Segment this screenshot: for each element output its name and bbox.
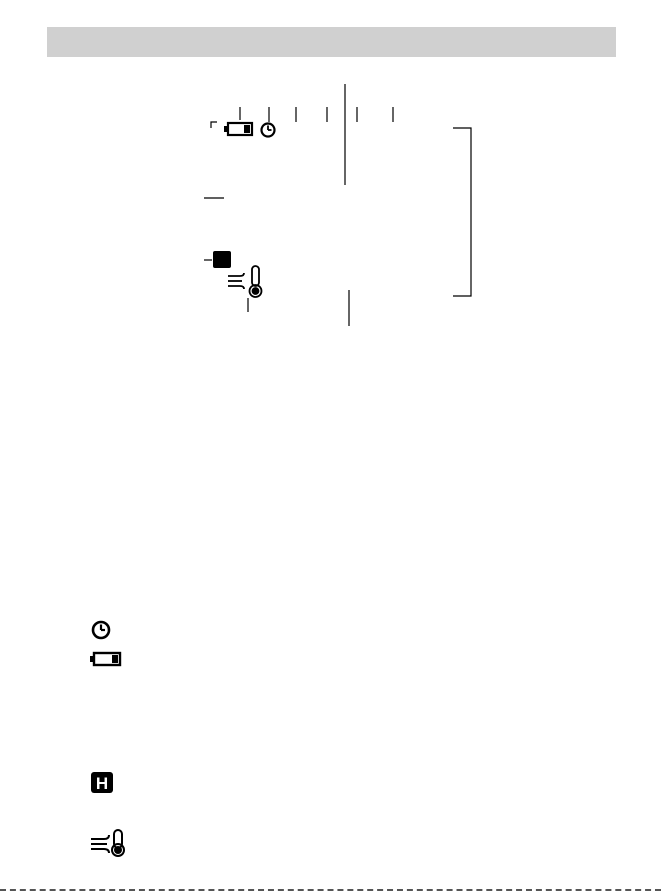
clock-icon — [262, 124, 275, 137]
wind-chill-icon — [228, 266, 262, 297]
hold-icon — [90, 772, 114, 794]
battery-icon — [224, 123, 252, 135]
clock-icon — [90, 620, 112, 640]
page-bottom-rule — [0, 889, 661, 891]
svg-text:H: H — [95, 774, 109, 793]
beaufort-scale-icon — [86, 670, 256, 760]
battery-icon — [90, 651, 122, 667]
lcd-frame — [211, 122, 217, 128]
wind-chill-icon — [90, 829, 130, 857]
lcd-display-diagram — [0, 0, 661, 360]
hold-icon — [213, 251, 231, 268]
callout-leader-lines — [204, 84, 471, 326]
